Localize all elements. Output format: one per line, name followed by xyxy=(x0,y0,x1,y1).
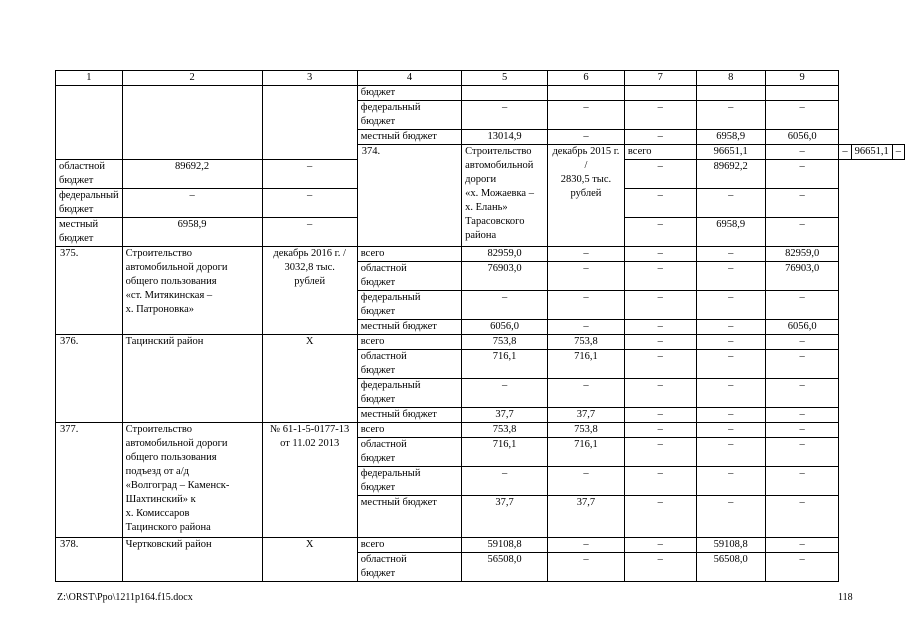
table-row: областной бюджет 89692,2 – – 89692,2 – xyxy=(56,160,905,189)
col-header: 1 xyxy=(56,71,123,86)
table-row: местный бюджет 6056,0 – – – 6056,0 xyxy=(56,320,905,335)
col-header: 8 xyxy=(696,71,765,86)
term-cost: декабрь 2016 г. / 3032,8 тыс. рублей xyxy=(262,247,357,335)
col-header: 6 xyxy=(547,71,624,86)
table-row: федеральный бюджет – – – – – xyxy=(56,467,905,496)
table-row: федеральный бюджет – – – – – xyxy=(56,291,905,320)
table-row: федеральный бюджет – – – – – xyxy=(56,189,905,218)
row-number: 377. xyxy=(56,423,123,538)
table-row: местный бюджет 6958,9 – – 6958,9 – xyxy=(56,218,905,247)
col-header: 5 xyxy=(462,71,548,86)
table-row: областной бюджет 716,1 716,1 – – – xyxy=(56,438,905,467)
table-row: местный бюджет 13014,9 – – 6958,9 6056,0 xyxy=(56,130,905,145)
table-row: 374. Строительство автомобильной дороги «х. Можаевка – х. Елань» Тарасовского района декабрь 2015 г. / 2830,5 тыс. рублей всего 96651,1 – – 96651,1 – xyxy=(56,145,905,160)
page-number: 118 xyxy=(838,592,853,603)
table-row: местный бюджет 37,7 37,7 – – – xyxy=(56,496,905,538)
table-row: местный бюджет 37,7 37,7 – – – xyxy=(56,408,905,423)
term-cost: № 61-1-5-0177-13 от 11.02 2013 xyxy=(262,423,357,538)
table-row xyxy=(56,86,905,101)
object-name: Строительство автомобильной дороги общего пользования подъезд от а/д «Волгоград – Каменск- Шахтинский» к х. Комиссаров Тацинского района xyxy=(122,423,262,538)
budget-table xyxy=(55,70,905,582)
file-path: Z:\ORST\Ppo\1211p164.f15.docx xyxy=(57,592,193,603)
col-header: 2 xyxy=(122,71,262,86)
table-row: 377. Строительство автомобильной дороги общего пользования подъезд от а/д «Волгоград – Каменск- Шахтинский» к х. Комиссаров Тацинского района № 61-1-5-0177-13 от 11.02 2013 всего 753,8 753,8 – – – xyxy=(56,423,905,438)
table-row: областной бюджет 56508,0 – – 56508,0 – xyxy=(56,553,905,582)
budget-label: федеральный бюджет xyxy=(357,101,461,130)
object-name: Тацинский район xyxy=(122,335,262,423)
col-header: 4 xyxy=(357,71,461,86)
col-header: 7 xyxy=(624,71,696,86)
term-cost: Х xyxy=(262,538,357,582)
term-cost: Х xyxy=(262,335,357,423)
row-number: 378. xyxy=(56,538,123,582)
col-header: 9 xyxy=(765,71,839,86)
budget-label: бюджет xyxy=(357,86,461,101)
object-name: Чертковский район xyxy=(122,538,262,582)
table-row: 375. Строительство автомобильной дороги общего пользования «ст. Митякинская – х. Патроновка» декабрь 2016 г. / 3032,8 тыс. рублей всего 82959,0 – – – 82959,0 xyxy=(56,247,905,262)
row-number: 375. xyxy=(56,247,123,335)
object-name: Строительство автомобильной дороги «х. Можаевка – х. Елань» Тарасовского района xyxy=(462,145,548,247)
table-row: областной бюджет 76903,0 – – – 76903,0 xyxy=(56,262,905,291)
term-cost: декабрь 2015 г. / 2830,5 тыс. рублей xyxy=(547,145,624,247)
table-row: областной бюджет 716,1 716,1 – – – xyxy=(56,350,905,379)
row-number: 376. xyxy=(56,335,123,423)
row-number: 374. xyxy=(357,145,461,247)
table-row: федеральный бюджет – – – – – xyxy=(56,101,905,130)
object-name: Строительство автомобильной дороги общего пользования «ст. Митякинская – х. Патроновка» xyxy=(122,247,262,335)
table-header-row xyxy=(56,71,905,86)
budget-label: местный бюджет xyxy=(357,130,461,145)
col-header: 3 xyxy=(262,71,357,86)
table-row: 376. Тацинский район Х всего 753,8 753,8 – – – xyxy=(56,335,905,350)
table-row: федеральный бюджет – – – – – xyxy=(56,379,905,408)
table-row: 378. Чертковский район Х всего 59108,8 – – 59108,8 – xyxy=(56,538,905,553)
